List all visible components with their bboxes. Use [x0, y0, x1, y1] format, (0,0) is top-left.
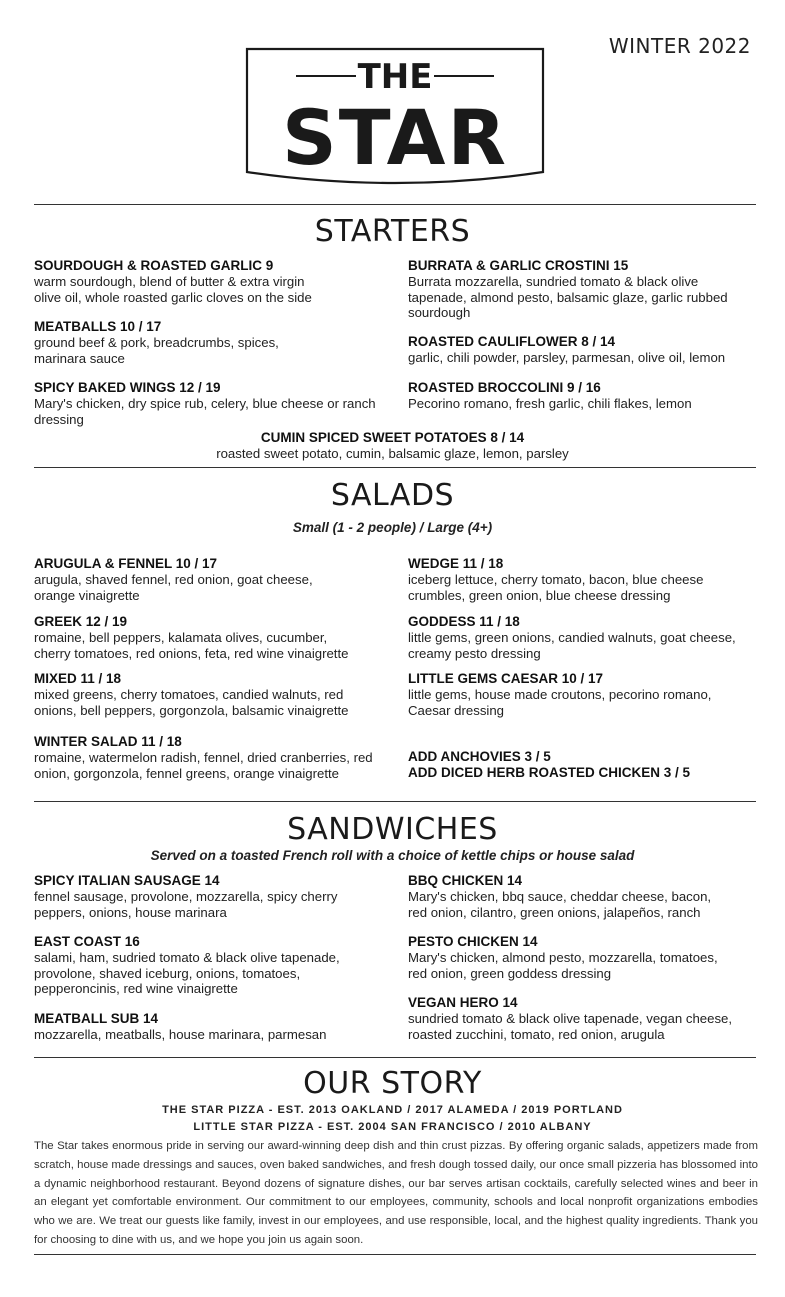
item-name: WEDGE 11 / 18 — [408, 556, 504, 571]
item-description: romaine, watermelon radish, fennel, dried cranberries, red onion, gorgonzola, fennel greens, orange vinaigrette — [34, 750, 373, 781]
item-name: ROASTED CAULIFLOWER 8 / 14 — [408, 334, 616, 349]
menu-item-centered — [0, 430, 785, 462]
item-name: ARUGULA & FENNEL 10 / 17 — [34, 556, 218, 571]
item-description: salami, ham, sudried tomato & black olive tapenade, provolone, shaved iceburg, onions, tomatoes, pepperoncinis, red wine vinaigrette — [34, 950, 340, 996]
item-name: LITTLE GEMS CAESAR 10 / 17 — [408, 671, 604, 686]
item-description: arugula, shaved fennel, red onion, goat cheese, orange vinaigrette — [34, 572, 313, 603]
item-name: PESTO CHICKEN 14 — [408, 934, 538, 949]
menu-item — [34, 556, 384, 603]
item-description: Mary's chicken, dry spice rub, celery, blue cheese or ranch dressing — [34, 396, 376, 427]
menu-item — [34, 1011, 384, 1043]
salads-title: SALADS — [330, 478, 455, 513]
item-name: SPICY BAKED WINGS 12 / 19 — [34, 380, 221, 395]
item-description: Mary's chicken, bbq sauce, cheddar cheese, bacon, red onion, cilantro, green onions, jalapeños, ranch — [408, 889, 712, 920]
divider — [34, 1254, 756, 1255]
item-description: garlic, chili powder, parsley, parmesan, olive oil, lemon — [408, 350, 726, 365]
menu-item — [408, 258, 758, 321]
menu-item — [408, 556, 758, 603]
item-name: GREEK 12 / 19 — [34, 614, 128, 629]
item-description: sundried tomato & black olive tapenade, vegan cheese, roasted zucchini, tomato, red onion, arugula — [408, 1011, 733, 1042]
menu-item — [34, 614, 384, 661]
the-star-logo — [244, 46, 546, 188]
item-description: ground beef & pork, breadcrumbs, spices, marinara sauce — [34, 335, 279, 366]
item-name: SPICY ITALIAN SAUSAGE 14 — [34, 873, 220, 888]
story-little-star-locations: LITTLE STAR PIZZA - EST. 2004 SAN FRANCISCO / 2010 ALBANY — [193, 1121, 592, 1133]
sandwiches-subtitle: Served on a toasted French roll with a choice of kettle chips or house salad — [150, 848, 635, 863]
item-name: EAST COAST 16 — [34, 934, 140, 949]
menu-item — [34, 734, 384, 781]
item-name: MEATBALLS 10 / 17 — [34, 319, 162, 334]
item-description: roasted sweet potato, cumin, balsamic glaze, lemon, parsley — [216, 446, 569, 461]
item-description: romaine, bell peppers, kalamata olives, cucumber, cherry tomatoes, red onions, feta, red wine vinaigrette — [34, 630, 349, 661]
item-description: little gems, green onions, candied walnuts, goat cheese, creamy pesto dressing — [408, 630, 736, 661]
menu-item — [408, 873, 758, 920]
sandwiches-title: SANDWICHES — [287, 812, 498, 847]
item-name: CUMIN SPICED SWEET POTATOES 8 / 14 — [260, 430, 525, 445]
menu-item — [34, 258, 384, 305]
item-description: warm sourdough, blend of butter & extra virgin olive oil, whole roasted garlic cloves on the side — [34, 274, 312, 305]
item-description: Mary's chicken, almond pesto, mozzarella, tomatoes, red onion, green goddess dressing — [408, 950, 718, 981]
item-description: mozzarella, meatballs, house marinara, parmesan — [34, 1027, 327, 1042]
starters-title: STARTERS — [314, 214, 471, 249]
story-the-star-locations: THE STAR PIZZA - EST. 2013 OAKLAND / 2017 ALAMEDA / 2019 PORTLAND — [162, 1104, 623, 1116]
logo-star: STAR — [281, 93, 509, 182]
menu-item — [408, 934, 758, 981]
item-name: MEATBALL SUB 14 — [34, 1011, 159, 1026]
addon-anchovies: ADD ANCHOVIES 3 / 5 — [408, 749, 551, 764]
logo-the: THE — [357, 57, 433, 97]
divider — [34, 1057, 756, 1058]
item-name: GODDESS 11 / 18 — [408, 614, 520, 629]
item-name: WINTER SALAD 11 / 18 — [34, 734, 182, 749]
divider — [34, 204, 756, 205]
item-description: mixed greens, cherry tomatoes, candied walnuts, red onions, bell peppers, gorgonzola, balsamic vinaigrette — [34, 687, 349, 718]
menu-item — [408, 334, 758, 366]
menu-item — [34, 671, 384, 718]
story-paragraph: The Star takes enormous pride in serving our award-winning deep dish and thin crust pizzas. By offering organic salads, appetizers made from scratch, house made dressings and sauces, oven baked sandwiches, and fresh dough tossed daily, our once small pizzeria has blossomed into a dynamic neighborhood restaurant. Beyond dozens of signature dishes, our bar serves artisan cocktails, carefully selected wines and beer in an elegant yet comfortable environment. Our commitment to our employees, community, schools and local nonprofit organizations embodies who we are. We treat our guests like family, invest in our employees, and use responsible, local, and the highest quality ingredients. Thank you for choosing to dine with us, and we hope you join us again soon. — [34, 1140, 758, 1246]
item-name: VEGAN HERO 14 — [408, 995, 518, 1010]
menu-item — [34, 873, 384, 920]
season-label: WINTER 2022 — [608, 34, 751, 58]
item-name: ROASTED BROCCOLINI 9 / 16 — [408, 380, 601, 395]
menu-item — [408, 995, 758, 1042]
item-description: little gems, house made croutons, pecorino romano, Caesar dressing — [408, 687, 712, 718]
menu-item — [408, 671, 758, 718]
menu-item — [34, 380, 384, 427]
salad-addons — [408, 749, 758, 781]
our-story-title: OUR STORY — [303, 1066, 482, 1101]
salads-subtitle: Small (1 - 2 people) / Large (4+) — [292, 520, 493, 535]
addon-chicken: ADD DICED HERB ROASTED CHICKEN 3 / 5 — [408, 765, 691, 780]
item-description: Burrata mozzarella, sundried tomato & black olive tapenade, almond pesto, balsamic glaze, garlic rubbed sourdough — [408, 274, 728, 320]
item-description: Pecorino romano, fresh garlic, chili flakes, lemon — [408, 396, 692, 411]
divider — [34, 801, 756, 802]
item-name: MIXED 11 / 18 — [34, 671, 122, 686]
item-name: SOURDOUGH & ROASTED GARLIC 9 — [34, 258, 274, 273]
menu-item — [34, 319, 384, 366]
item-name: BURRATA & GARLIC CROSTINI 15 — [408, 258, 629, 273]
item-description: iceberg lettuce, cherry tomato, bacon, blue cheese crumbles, green onion, blue cheese dressing — [408, 572, 704, 603]
item-description: fennel sausage, provolone, mozzarella, spicy cherry peppers, onions, house marinara — [34, 889, 338, 920]
menu-item — [34, 934, 384, 997]
divider — [34, 467, 756, 468]
menu-item — [408, 614, 758, 661]
menu-item — [408, 380, 758, 412]
item-name: BBQ CHICKEN 14 — [408, 873, 523, 888]
